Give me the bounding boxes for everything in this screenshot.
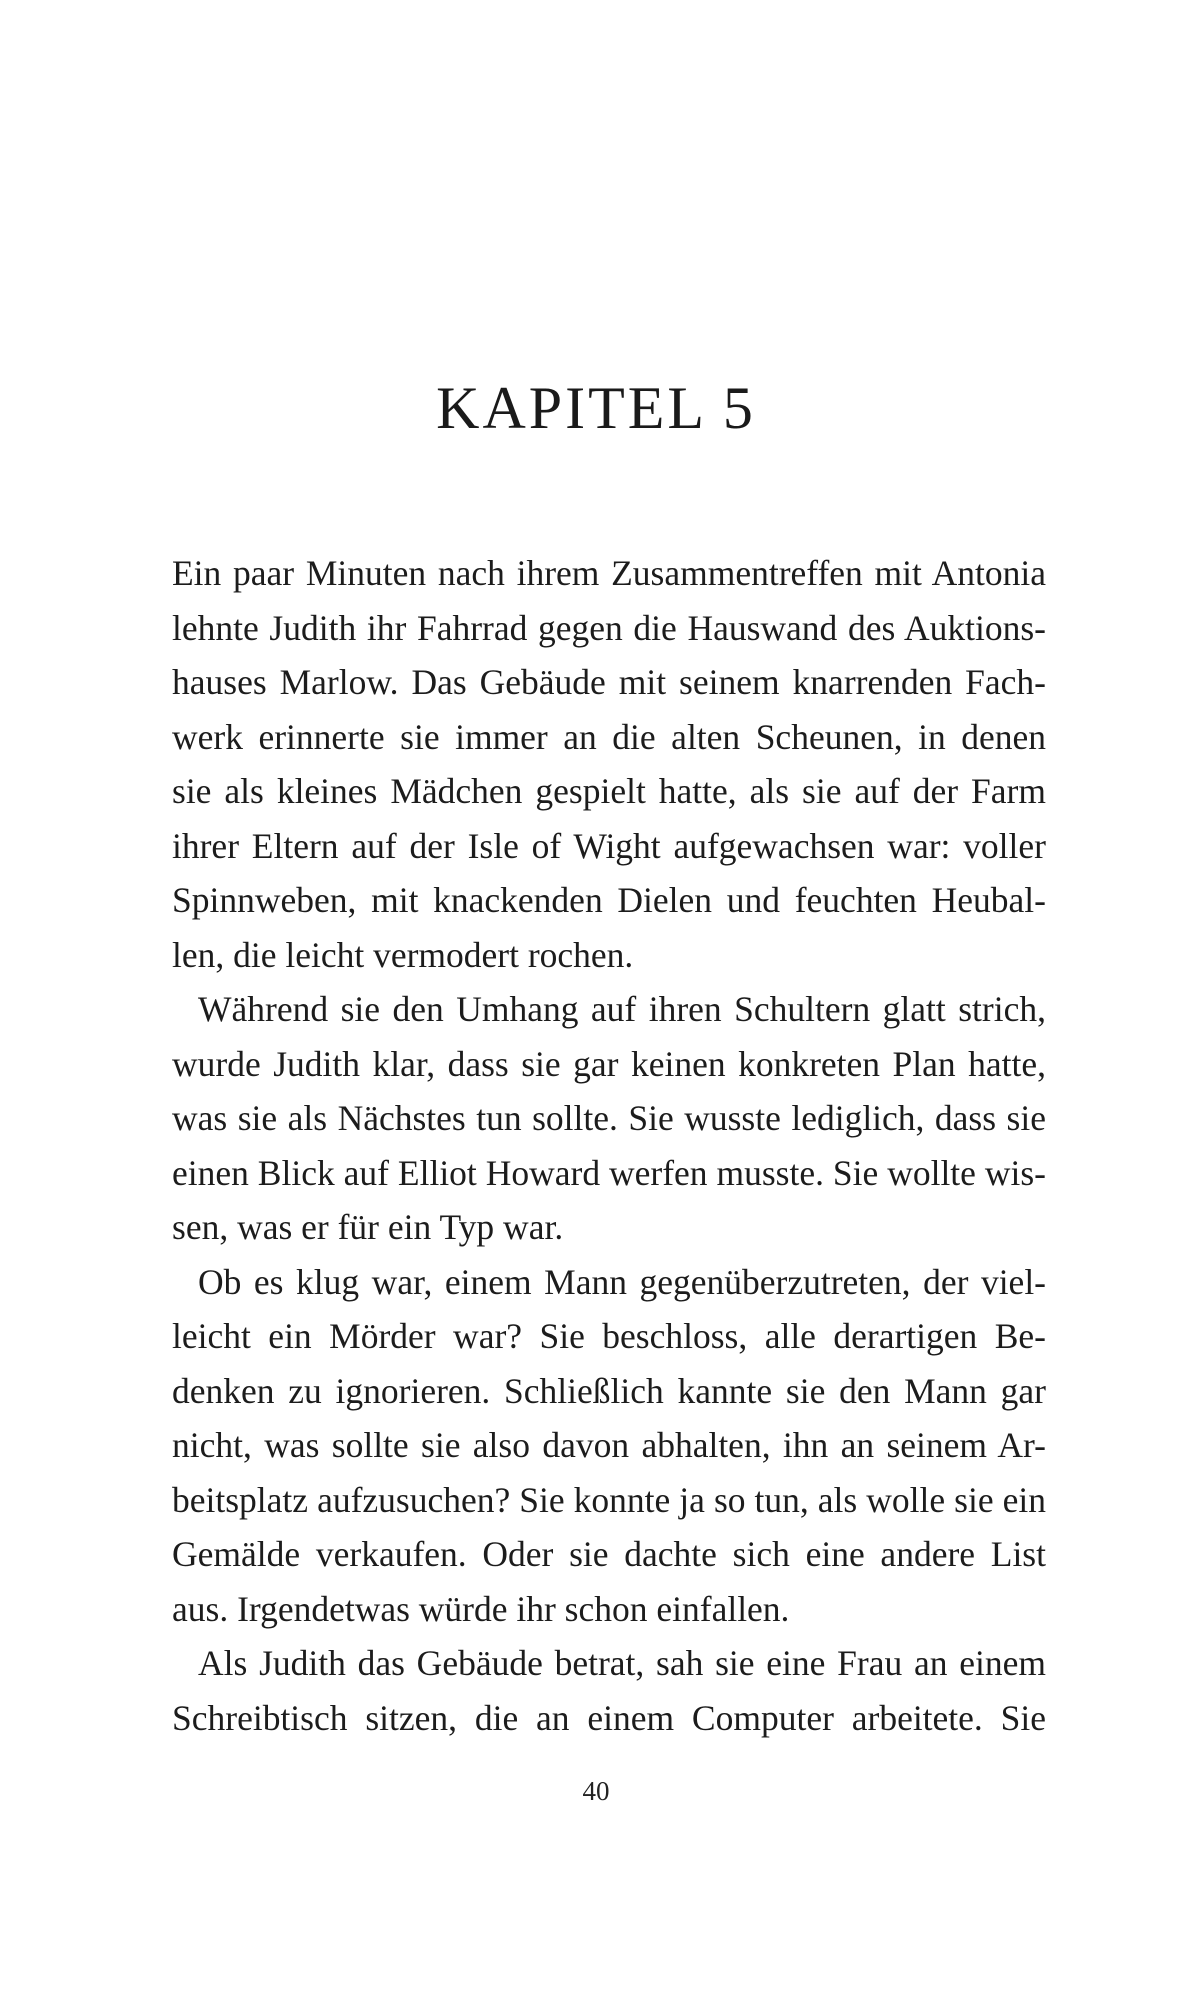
text-line: Als Judith das Gebäude betrat, sah sie eine Frau an einem (198, 1643, 1046, 1683)
text-line: beitsplatz aufzusuchen? Sie konnte ja so tun, als wolle sie ein (172, 1479, 1046, 1520)
text-line: einen Blick auf Elliot Howard werfen musste. Sie wollte wis- (172, 1152, 1046, 1193)
chapter-heading: KAPITEL 5 (436, 375, 756, 441)
text-line: len, die leicht vermodert rochen. (172, 934, 634, 975)
text-line: Ob es klug war, einem Mann gegenüberzutreten, der viel- (198, 1261, 1046, 1302)
text-line: Gemälde verkaufen. Oder sie dachte sich eine andere List (172, 1534, 1046, 1574)
text-line: wurde Judith klar, dass sie gar keinen konkreten Plan hatte, (172, 1043, 1046, 1084)
text-line: Ein paar Minuten nach ihrem Zusammentreffen mit Antonia (172, 553, 1046, 593)
text-line: werk erinnerte sie immer an die alten Scheunen, in denen (172, 716, 1046, 757)
text-line: Schreibtisch sitzen, die an einem Computer arbeitete. Sie (172, 1697, 1046, 1738)
text-line: denken zu ignorieren. Schließlich kannte sie den Mann gar (172, 1370, 1046, 1411)
text-line: hauses Marlow. Das Gebäude mit seinem knarrenden Fach- (172, 662, 1046, 702)
text-line: nicht, was sollte sie also davon abhalten, ihn an seinem Ar- (172, 1425, 1046, 1465)
text-line: sie als kleines Mädchen gespielt hatte, als sie auf der Farm (172, 771, 1046, 811)
text-line: Während sie den Umhang auf ihren Schultern glatt strich, (198, 989, 1046, 1029)
text-line: sen, was er für ein Typ war. (172, 1207, 564, 1247)
page-number: 40 (582, 1776, 610, 1806)
text-line: ihrer Eltern auf der Isle of Wight aufgewachsen war: voller (172, 825, 1046, 866)
text-line: Spinnweben, mit knackenden Dielen und feuchten Heubal- (172, 880, 1046, 920)
text-line: leicht ein Mörder war? Sie beschloss, alle derartigen Be- (172, 1316, 1046, 1356)
text-line: aus. Irgendetwas würde ihr schon einfallen. (172, 1588, 790, 1629)
text-line: lehnte Judith ihr Fahrrad gegen die Hauswand des Auktions- (172, 607, 1046, 648)
text-line: was sie als Nächstes tun sollte. Sie wusste lediglich, dass sie (172, 1098, 1046, 1138)
body-text (172, 546, 1046, 1745)
